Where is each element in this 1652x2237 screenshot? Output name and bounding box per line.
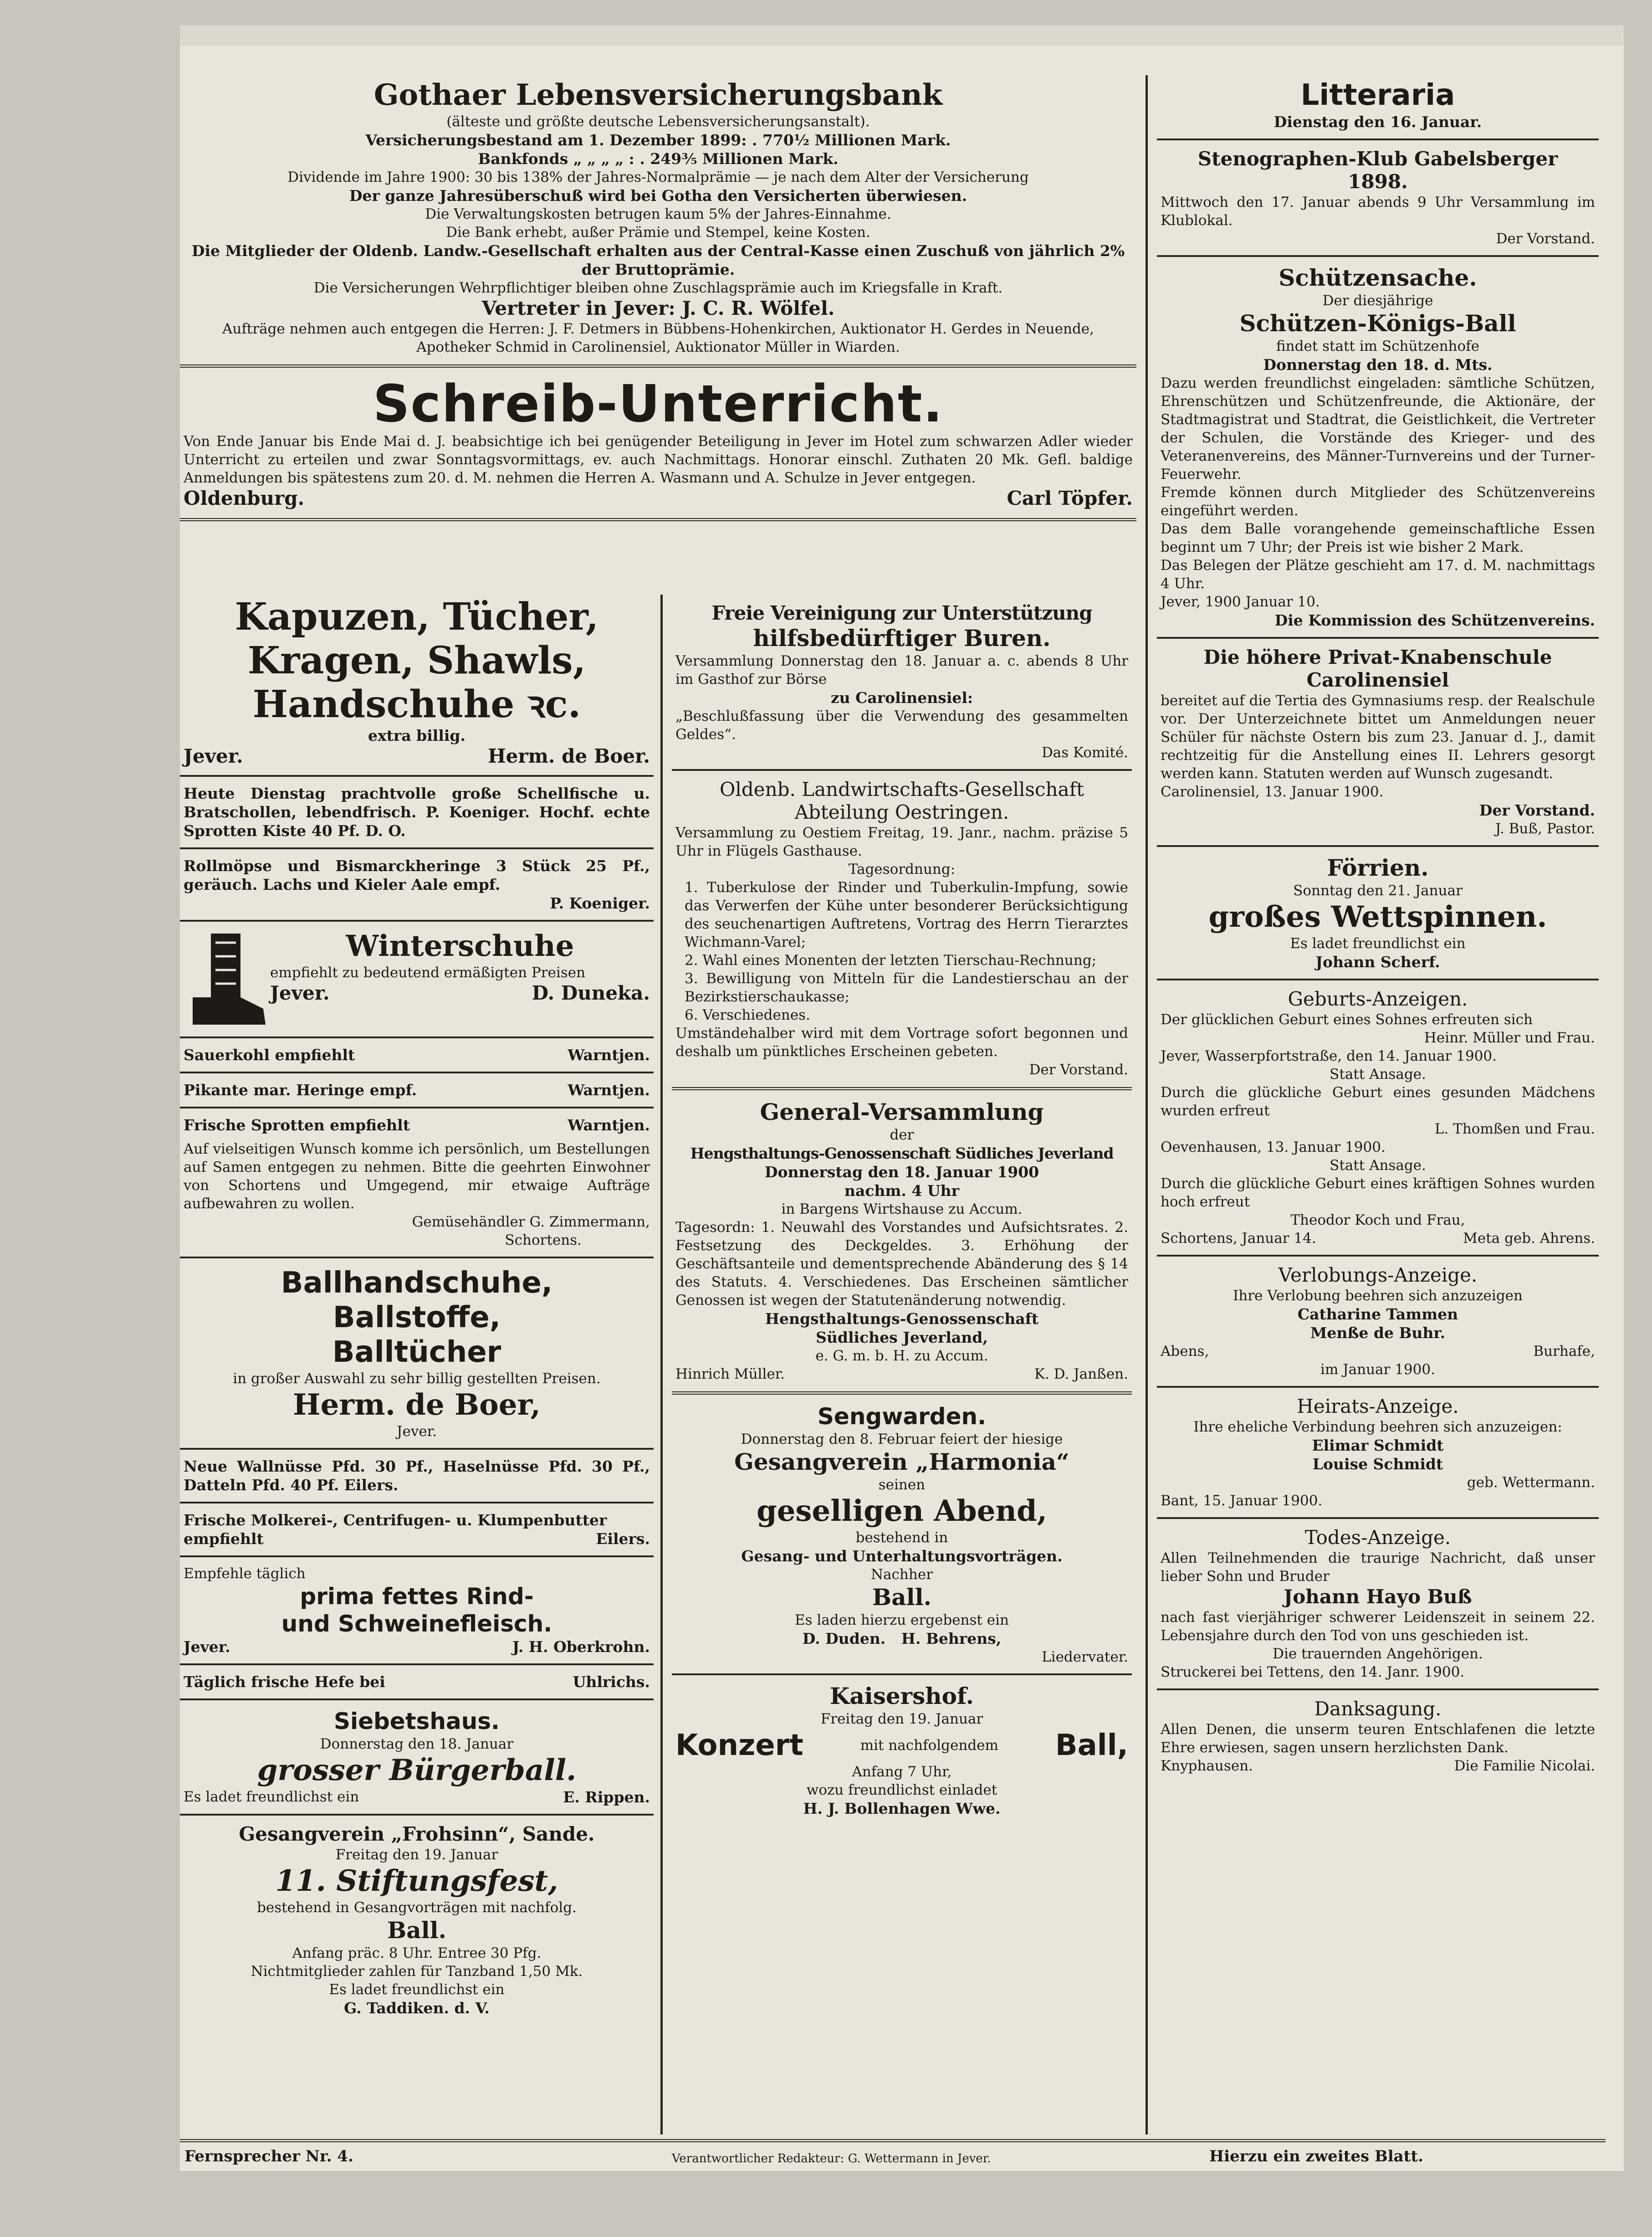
geburt-statt: Statt Ansage. (1330, 1157, 1426, 1174)
rule (1157, 979, 1599, 980)
seng-name: H. Behrens, (901, 1630, 1002, 1647)
seng-name: D. Duden. (802, 1630, 886, 1647)
general-sig: Südliches Jeverland, (816, 1329, 988, 1346)
gotha-line: Bankfonds „ „ „ „ : . 249⅗ Millionen Mark. (478, 150, 839, 168)
foerrien-inv: Es ladet freundlichst ein (1290, 935, 1466, 952)
rule (180, 1072, 654, 1073)
general-ad (672, 1096, 1132, 1386)
footer-rule (180, 2139, 1606, 2142)
geburt-name: Theodor Koch und Frau, (1290, 1212, 1465, 1228)
verl-body: Ihre Verlobung beehren sich anzuzeigen (1233, 1288, 1523, 1304)
geburt-date: Oevenhausen, 13. Januar 1900. (1161, 1139, 1386, 1155)
landw-item: 1. Tuberkulose der Rinder und Tuberkulin-Impfung, sowie das Verwerfen der Kühe unter besonderer Berücksichtigung des seuchenartigen Auftretens, Vortrag des Herrn Tierarztes Wichmann-Varel; (685, 879, 1128, 950)
tod-ad (1157, 1524, 1599, 1684)
litt-ad (1157, 75, 1599, 134)
gotha-line: Die Verwaltungskosten betrugen kaum 5% der Jahres-Einnahme. (425, 206, 891, 222)
rind-pre: Empfehle täglich (184, 1565, 306, 1582)
rind-line: und Schweinefleisch. (281, 1611, 552, 1637)
landw-title: Abteilung Oestringen. (794, 801, 1009, 823)
kapuzen-line: Kapuzen, Tücher, (235, 595, 599, 639)
column-rule-middle (660, 595, 663, 2134)
tod-title: Todes-Anzeige. (1304, 1526, 1451, 1549)
gotha-line: Die Bank erhebt, außer Prämie und Stempel, keine Kosten. (446, 224, 870, 241)
kaiser-name: H. J. Bollenhagen Wwe. (803, 1800, 1001, 1817)
buren-title: hilfsbedürftiger Buren. (753, 625, 1051, 652)
rind-line: prima fettes Rind- (300, 1583, 534, 1610)
geburt-statt: Statt Ansage. (1330, 1066, 1426, 1083)
newspaper-page (180, 25, 1624, 2171)
heirat-ad (1157, 1392, 1599, 1513)
tod-name: Johann Hayo Buß (1284, 1585, 1472, 1608)
eilers-butter-ad (180, 1508, 654, 1551)
rule (180, 518, 1136, 521)
ball-ad (180, 1263, 654, 1443)
ball-place: Jever. (397, 1423, 437, 1440)
rule (1157, 255, 1599, 257)
buren-body: Versammlung Donnerstag den 18. Januar a. c. abends 8 Uhr im Gasthof zur Börse (675, 653, 1128, 688)
rule (672, 1391, 1132, 1395)
schuetz-at: findet statt im Schützenhofe (1276, 338, 1479, 354)
frohsinn-date: Freitag den 19. Januar (335, 1847, 498, 1863)
gotha-agent: Vertreter in Jever: J. C. R. Wölfel. (481, 297, 835, 319)
rule (1157, 1688, 1599, 1690)
eilers-text: Frische Molkerei-, Centrifugen- u. Klumpenbutter empfiehlt (184, 1511, 607, 1548)
warntjen-ad (180, 1078, 654, 1102)
seng-verein: Gesangverein „Harmonia“ (734, 1448, 1069, 1475)
dank-ad (1157, 1695, 1599, 1778)
footer-editor: Verantwortlicher Redakteur: G. Wettermann in Jever. (672, 2152, 991, 2165)
kaiser-konzert: Konzert (675, 1729, 803, 1762)
foerrien-event: großes Wettspinnen. (1208, 900, 1547, 934)
warntjen-name: Warntjen. (568, 1081, 650, 1099)
left-column (180, 592, 654, 2020)
seng-names (675, 1629, 1128, 1648)
verl-name: Catharine Tammen (1297, 1305, 1458, 1323)
general-title: General-Versammlung (760, 1098, 1044, 1125)
buren-place: zu Carolinensiel: (830, 689, 973, 707)
ball-line: Balltücher (332, 1335, 501, 1369)
dank-sign (1161, 1757, 1595, 1775)
geburt-name: Meta geb. Ahrens. (1463, 1230, 1595, 1247)
rule (1157, 637, 1599, 639)
winter-title: Winterschuhe (346, 929, 574, 963)
kapuzen-line: Kragen, Shawls, (247, 639, 586, 682)
ball-body: in großer Auswahl zu sehr billig gestellten Preisen. (233, 1370, 601, 1387)
rule (1157, 1386, 1599, 1388)
kapuzen-name: Herm. de Boer. (487, 745, 650, 767)
seng-abend: geselligen Abend, (756, 1494, 1048, 1528)
gotha-line: Aufträge nehmen auch entgegen die Herren: J. F. Detmers in Bübbens-Hohenkirchen, Auktionator H. Gerdes in Neuende, Apotheker Schmid in Carolinensiel, Auktionator Müller in Wiarden. (222, 321, 1094, 355)
siebets-sign (184, 1788, 650, 1806)
column-rule-right (1146, 75, 1148, 2134)
schuetz-body: Fremde können durch Mitglieder des Schützenvereins eingeführt werden. (1161, 484, 1595, 519)
steno-title: Stenographen-Klub Gabelsberger (1197, 148, 1558, 170)
schule-title: Carolinensiel (1306, 669, 1449, 691)
siebets-title: Siebetshaus. (333, 1708, 500, 1734)
geburt-title: Geburts-Anzeigen. (1288, 988, 1468, 1010)
koeniger-ad: Heute Dienstag prachtvolle große Schellfische u. Bratschollen, lebendfrisch. P. Koeniger. Hochf. echte Sprotten Kiste 40 Pf. D. O. (184, 785, 650, 840)
rule (672, 1087, 1132, 1090)
schreib-title: Schreib-Unterricht. (373, 375, 944, 434)
top-ads (180, 75, 1136, 527)
rule (180, 1814, 654, 1816)
kaiser-line (675, 1728, 1128, 1763)
tod-sig: Die trauernden Angehörigen. (1273, 1646, 1483, 1662)
ball-line: Ballhandschuhe, (281, 1266, 553, 1300)
general-date: Donnerstag den 18. Januar 1900 (764, 1163, 1039, 1181)
rule (180, 1448, 654, 1450)
samen-text: Auf vielseitigen Wunsch komme ich persönlich, um Bestellungen auf Samen entgegen zu nehmen. Bitte die geehrten Einwohner von Schortens und Umgegend, mir etwaige Aufträge aufbewahren zu wollen. (184, 1141, 650, 1212)
schuetz-ad (1157, 262, 1599, 632)
seng-ball: Ball. (872, 1584, 932, 1611)
geburt-date: Schortens, Januar 14. (1161, 1230, 1316, 1247)
winter-ad (180, 926, 654, 1032)
rule (180, 1257, 654, 1258)
schuetz-body: Das Belegen der Plätze geschieht am 17. d. M. nachmittags 4 Uhr. (1161, 557, 1595, 592)
schuetz-pre: Der diesjährige (1322, 292, 1433, 309)
heirat-body: Ihre eheliche Verbindung beehren sich anzuzeigen: (1193, 1419, 1562, 1435)
rule (672, 1673, 1132, 1675)
seng-seinen: seinen (878, 1477, 926, 1493)
dank-body: Allen Denen, die unserm teuren Entschlafenen die letzte Ehre erwiesen, sagen unsern herzlichsten Dank. (1161, 1721, 1595, 1756)
rule (180, 364, 1136, 368)
foerrien-name: Johann Scherf. (1315, 953, 1440, 971)
buren-ad (672, 599, 1132, 764)
hefe-name: Uhlrichs. (573, 1673, 650, 1691)
footer-note: Hierzu ein zweites Blatt. (1209, 2147, 1423, 2165)
warntjen-text: Sauerkohl empfiehlt (184, 1046, 355, 1064)
seng-vort: Gesang- und Unterhaltungsvorträgen. (741, 1547, 1063, 1565)
steno-sig: Der Vorstand. (1496, 231, 1595, 247)
buren-quote: „Beschlußfassung über die Verwendung des gesammelten Geldes“. (675, 708, 1128, 743)
winter-place: Jever. (270, 982, 330, 1004)
foerrien-ad (1157, 852, 1599, 974)
heirat-name: Louise Schmidt (1312, 1455, 1443, 1473)
middle-column (672, 599, 1132, 1821)
boot-icon (184, 929, 270, 1029)
samen-sig: Gemüsehändler G. Zimmermann, (412, 1214, 650, 1230)
siebets-date: Donnerstag den 18. Januar (320, 1736, 514, 1752)
gotha-ad (180, 75, 1136, 359)
buren-title: Freie Vereinigung zur Unterstützung (711, 602, 1092, 624)
siebets-event: grosser Bürgerball. (257, 1753, 577, 1787)
seng-nachher: Nachher (870, 1566, 933, 1583)
gotha-line: Der ganze Jahresüberschuß wird bei Gotha den Versicherten überwiesen. (349, 187, 967, 205)
seng-inv: Es laden hierzu ergebenst ein (795, 1612, 1009, 1628)
schuetz-sig: Die Kommission des Schützenvereins. (1274, 611, 1595, 629)
rollmoepse-sig: P. Koeniger. (550, 894, 650, 912)
tod-body: Allen Teilnehmenden die traurige Nachricht, daß unser lieber Sohn und Bruder (1161, 1550, 1595, 1585)
rule (1157, 1255, 1599, 1257)
hefe-text: Täglich frische Hefe bei (184, 1673, 385, 1691)
frohsinn-body: bestehend in Gesangvorträgen mit nachfolg. (257, 1899, 577, 1916)
rule (180, 1502, 654, 1503)
kapuzen-place: Jever. (184, 745, 243, 767)
kapuzen-sign (184, 745, 650, 768)
winter-sign (270, 982, 650, 1005)
verl-place: Burhafe, (1533, 1343, 1595, 1360)
frohsinn-line: Es ladet freundlichst ein (329, 1981, 505, 1998)
geburt-ad (1157, 985, 1599, 1250)
heirat-title: Heirats-Anzeige. (1297, 1395, 1459, 1417)
siebets-ad (180, 1705, 654, 1809)
rollmoepse-text: Rollmöpse und Bismarckheringe 3 Stück 25 Pf., geräuch. Lachs und Kieler Aale empf. (184, 857, 650, 893)
schuetz-date: Donnerstag den 18. d. Mts. (1263, 356, 1493, 374)
general-names (675, 1365, 1128, 1383)
winter-name: D. Duneka. (532, 982, 650, 1004)
frohsinn-line: Nichtmitglieder zahlen für Tanzband 1,50 Mk. (251, 1963, 583, 1980)
schreib-name: Carl Töpfer. (1007, 487, 1133, 509)
schreib-body: Von Ende Januar bis Ende Mai d. J. beabsichtige ich bei genügender Beteiligung in Jever im Hotel zum schwarzen Adler wieder Unterricht zu erteilen und zwar Sonntagsvormittags, ev. auch Nachmittags. Honorar einschl. Zuthaten 20 Mk. Gefl. baldige Anmeldungen bis spätestens zum 20. d. M. nehmen die Herren A. Wasmann und A. Schulze in Jever entgegen. (184, 433, 1133, 486)
gotha-line: Dividende im Jahre 1900: 30 bis 138% der Jahres-Normalprämie — je nach dem Alter der Versicherung (287, 169, 1029, 185)
gotha-line: Die Mitglieder der Oldenb. Landw.-Gesellschaft erhalten aus der Central-Kasse einen Zuschuß von jährlich 2% der Bruttoprämie. (191, 242, 1125, 278)
kaiser-date: Freitag den 19. Januar (820, 1711, 983, 1727)
seng-best: bestehend in (855, 1529, 948, 1546)
dank-place: Knyphausen. (1161, 1758, 1253, 1774)
kaiser-mit: mit nachfolgendem (860, 1737, 998, 1754)
gotha-line: Die Versicherungen Wehrpflichtiger bleiben ohne Zuschlagsprämie auch im Kriegsfalle in Kraft. (313, 280, 1003, 296)
frohsinn-line: Anfang präc. 8 Uhr. Entree 30 Pfg. (292, 1945, 542, 1961)
geburt-name: L. Thomßen und Frau. (1434, 1121, 1595, 1137)
rule (180, 847, 654, 849)
seng-ad (672, 1400, 1132, 1669)
frohsinn-name: G. Taddiken. d. V. (344, 1999, 490, 2017)
foerrien-title: Förrien. (1327, 854, 1429, 881)
warntjen-name: Warntjen. (568, 1046, 650, 1064)
gotha-line: Versicherungsbestand am 1. Dezember 1899: . 770½ Millionen Mark. (365, 131, 951, 149)
kapuzen-sub: extra billig. (368, 727, 465, 744)
eilers-sig: Eilers. (596, 1530, 650, 1548)
verl-place: Abens, (1161, 1343, 1209, 1360)
verl-name: Menße de Buhr. (1310, 1324, 1446, 1342)
tod-body: nach fast vierjähriger schwerer Leidenszeit in seinem 22. Lebensjahre durch den Tod von uns geschieden ist. (1161, 1609, 1595, 1644)
rule (180, 1555, 654, 1557)
schule-ad (1157, 643, 1599, 841)
litt-title: Litteraria (1300, 78, 1455, 112)
schule-sig: J. Buß, Pastor. (1495, 821, 1595, 837)
frohsinn-ad (180, 1820, 654, 2020)
hefe-ad (180, 1670, 654, 1694)
schreib-place: Oldenburg. (184, 487, 305, 509)
kapuzen-line: Handschuhe ꝛc. (252, 682, 581, 726)
verl-places (1161, 1342, 1595, 1360)
general-time: nachm. 4 Uhr (844, 1182, 959, 1200)
rind-name: J. H. Oberkrohn. (512, 1638, 650, 1656)
litt-date: Dienstag den 16. Januar. (1274, 113, 1482, 131)
geburt-name: Heinr. Müller und Frau. (1424, 1030, 1595, 1046)
geburt-text: Durch die glückliche Geburt eines kräftigen Sohnes wurden hoch erfreut (1161, 1175, 1595, 1210)
schule-date: Carolinensiel, 13. Januar 1900. (1161, 784, 1384, 800)
dank-title: Danksagung. (1314, 1698, 1442, 1720)
page-top-edge (180, 25, 1624, 46)
geburt-text: Durch die glückliche Geburt eines gesunden Mädchens wurden erfreut (1161, 1084, 1595, 1119)
general-der: der (890, 1127, 914, 1143)
steno-ad (1157, 145, 1599, 251)
kaiser-title: Kaisershof. (829, 1683, 974, 1709)
schule-sig: Der Vorstand. (1479, 801, 1595, 819)
general-name: Hinrich Müller. (675, 1366, 785, 1382)
warntjen-text: Frische Sprotten empfiehlt (184, 1116, 410, 1134)
warntjen-name: Warntjen. (568, 1116, 650, 1134)
rule (180, 1698, 654, 1700)
schreib-sign (184, 487, 1133, 510)
footer-phone: Fernsprecher Nr. 4. (184, 2147, 353, 2165)
rule (672, 769, 1132, 771)
gotha-title: Gothaer Lebensversicherungsbank (373, 78, 943, 112)
rind-ad (180, 1562, 654, 1659)
rule (1157, 1517, 1599, 1519)
rule (1157, 139, 1599, 140)
frohsinn-event: 11. Stiftungsfest, (275, 1864, 558, 1898)
ball-line: Ballstoffe, (332, 1301, 501, 1334)
rule (1157, 845, 1599, 847)
general-sub: Hengsthaltungs-Genossenschaft Südliches Jeverland (690, 1144, 1114, 1162)
landw-body: Versammlung zu Oestiem Freitag, 19. Janr., nachm. präzise 5 Uhr in Flügels Gasthause. (675, 825, 1128, 859)
right-column (1157, 75, 1599, 1778)
foerrien-date: Sonntag den 21. Januar (1293, 882, 1463, 899)
rind-sign (184, 1637, 650, 1656)
tod-date: Struckerei bei Tettens, den 14. Janr. 1900. (1161, 1664, 1465, 1680)
kaiser-ball: Ball, (1055, 1729, 1128, 1762)
samen-ad (180, 1137, 654, 1252)
rule (180, 1036, 654, 1038)
geburt-text: Der glücklichen Geburt eines Sohnes erfreuten sich (1161, 1011, 1533, 1028)
landw-item: 2. Wahl eines Monenten der letzten Tierschau-Rechnung; (685, 952, 1097, 969)
kaiser-anfang: Anfang 7 Uhr, (852, 1764, 952, 1780)
landw-agenda-title: Tagesordnung: (848, 861, 956, 877)
general-sig: Hengsthaltungs-Genossenschaft (765, 1310, 1039, 1328)
rind-place: Jever. (184, 1638, 230, 1656)
schuetz-date-line: Jever, 1900 Januar 10. (1161, 594, 1320, 610)
eilers-ad: Neue Wallnüsse Pfd. 30 Pf., Haselnüsse Pfd. 30 Pf., Datteln Pfd. 40 Pf. Eilers. (184, 1457, 650, 1494)
rule (180, 920, 654, 922)
kaiser-inv: wozu freundlichst einladet (806, 1782, 997, 1798)
landw-sig: Der Vorstand. (1029, 1062, 1128, 1078)
kapuzen-ad (180, 592, 654, 770)
steno-year: 1898. (1348, 170, 1408, 193)
siebets-name: E. Rippen. (563, 1788, 650, 1806)
schuetz-body: Dazu werden freundlichst eingeladen: sämtliche Schützen, Ehrenschützen und Schützenfreunde, die Aktionäre, der Stadtmagistrat und Stadtrat, die Geistlichkeit, die Vertreter der Schulen, die Vorstände des Krieger- und des Veteranenvereins, des Männer-Turnvereins und der Turner-Feuerwehr. (1161, 375, 1595, 482)
buren-sig: Das Komité. (1041, 744, 1128, 761)
landw-item: 6. Verschiedenes. (685, 1007, 810, 1023)
dank-sig: Die Familie Nicolai. (1454, 1758, 1595, 1774)
schuetz-body: Das dem Balle vorangehende gemeinschaftliche Essen beginnt um 7 Uhr; der Preis ist wie bisher 2 Mark. (1161, 521, 1595, 555)
seng-line: Donnerstag den 8. Februar feiert der hiesige (741, 1431, 1063, 1447)
seng-role: Liedervater. (1042, 1649, 1128, 1665)
schreib-ad (180, 373, 1136, 513)
ball-name: Herm. de Boer, (293, 1388, 541, 1422)
siebets-inv: Es ladet freundlichst ein (184, 1789, 359, 1805)
steno-body: Mittwoch den 17. Januar abends 9 Uhr Versammlung im Klublokal. (1161, 194, 1595, 229)
heirat-date: Bant, 15. Januar 1900. (1161, 1493, 1323, 1509)
geburt-date: Jever, Wasserpfortstraße, den 14. Januar 1900. (1161, 1048, 1497, 1064)
rule (180, 1107, 654, 1108)
verl-ad (1157, 1261, 1599, 1381)
geburt-sign (1161, 1229, 1595, 1247)
landw-item: 3. Bewilligung von Mitteln für die Landestierschau an der Bezirkstierschaukasse; (685, 970, 1128, 1005)
seng-title: Sengwarden. (817, 1403, 987, 1430)
verl-date: im Januar 1900. (1320, 1361, 1435, 1378)
heirat-name: geb. Wettermann. (1467, 1474, 1595, 1491)
frohsinn-title: Gesangverein „Frohsinn“, Sande. (239, 1823, 595, 1845)
winter-body: empfiehlt zu bedeutend ermäßigten Preisen (270, 965, 586, 981)
rule (180, 775, 654, 777)
general-sig: e. G. m. b. H. zu Accum. (815, 1348, 988, 1364)
general-body: Tagesordn: 1. Neuwahl des Vorstandes und Aufsichtsrates. 2. Festsetzung des Deckgeldes. 3. Erhöhung der Geschäftsanteile und dementsprechende Abänderung des § 14 des Statuts. 4. Verschiedenes. Das Erscheinen sämtlicher Genossen ist wegen der Statutenänderung notwendig. (675, 1219, 1128, 1308)
kaiser-ad (672, 1680, 1132, 1821)
warntjen-ad (180, 1043, 654, 1067)
samen-sig: Schortens. (505, 1232, 582, 1248)
warntjen-text: Pikante mar. Heringe empf. (184, 1081, 417, 1099)
general-name: K. D. Janßen. (1034, 1366, 1128, 1382)
landw-ad (672, 775, 1132, 1082)
schuetz-title: Schützensache. (1279, 264, 1477, 291)
landw-title: Oldenb. Landwirtschafts-Gesellschaft (719, 778, 1084, 800)
rule (180, 1663, 654, 1665)
landw-note: Umständehalber wird mit dem Vortrage sofort begonnen und deshalb um pünktliches Erscheinen gebeten. (675, 1025, 1128, 1060)
schule-body: bereitet auf die Tertia des Gymnasiums resp. der Realschule vor. Der Unterzeichnete bittet um Anmeldungen neuer Schüler für nächste Ostern bis zum 23. Januar d. J., damit rechtzeitig für die Anstellung eines II. Lehrers gesorgt werden kann. Statuten werden auf Wunsch zugesandt. (1161, 693, 1595, 782)
schule-title: Die höhere Privat-Knabenschule (1203, 646, 1552, 668)
warntjen-ad (180, 1113, 654, 1137)
frohsinn-ball: Ball. (387, 1917, 447, 1944)
gotha-sub: (älteste und größte deutsche Lebensversicherungsanstalt). (446, 113, 870, 130)
rollmoepse-ad (180, 854, 654, 915)
heirat-name: Elimar Schmidt (1312, 1437, 1444, 1454)
schuetz-event: Schützen-Königs-Ball (1239, 310, 1516, 337)
verl-title: Verlobungs-Anzeige. (1278, 1264, 1478, 1286)
general-place: in Bargens Wirtshause zu Accum. (781, 1201, 1023, 1217)
